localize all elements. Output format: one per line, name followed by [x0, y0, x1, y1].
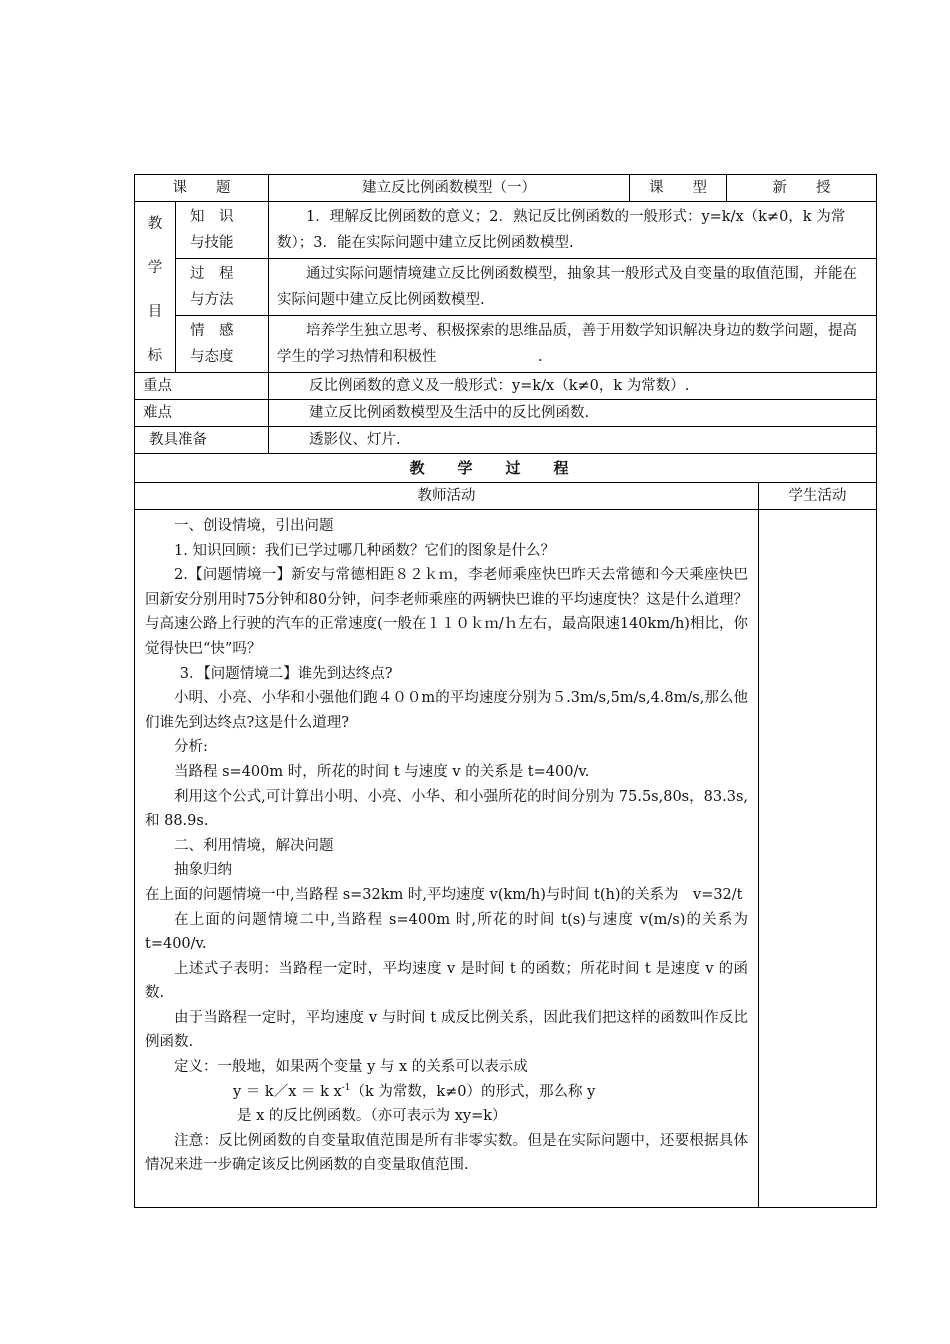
objective-text-process: 通过实际问题情境建立反比例函数模型，抽象其一般形式及自变量的取值范围，并能在实际问题中建立反比例函数模型.: [269, 259, 877, 316]
teacher-activity-header: 教师活动: [135, 483, 759, 510]
paragraph: 由于当路程一定时，平均速度 v 与时间 t 成反比例关系，因此我们把这样的函数叫作反比例函数.: [145, 1009, 748, 1051]
section-heading-1: 一、创设情境，引出问题: [174, 518, 334, 534]
section-heading-2: 二、利用情境，解决问题: [174, 837, 334, 854]
objective-row-knowledge: [135, 202, 877, 259]
paragraph: 利用这个公式,可计算出小明、小亮、小华、和小强所花的时间分别为 75.5s,80s，83.3s,和 88.9s.: [145, 788, 748, 830]
lesson-plan: [134, 174, 876, 1208]
type-label: 课 型: [630, 175, 727, 202]
key-points-row: [135, 373, 877, 400]
formula-line: y ＝ k／x ＝ k $x^{-1}(k$ 为常数，k≠0）的形式，那么称 y: [233, 1082, 596, 1100]
definition: 定义：一般地，如果两个变量 y 与 x 的关系可以表示成: [174, 1059, 528, 1076]
key-points-value: 反比例函数的意义及一般形式：y=k/x（k≠0，k 为常数）.: [269, 373, 877, 400]
topic-value: 建立反比例函数模型（一）: [269, 175, 630, 202]
paragraph: 在上面的问题情境一中,当路程 s=32km 时,平均速度 v(km/h)与时间 t(h)的关系为 v=32/t: [145, 886, 743, 903]
tools-value: 透影仪、灯片.: [269, 427, 877, 454]
difficulty-value: 建立反比例函数模型及生活中的反比例函数.: [269, 400, 877, 427]
teacher-activity-content: [135, 510, 759, 1208]
lesson-table: [134, 174, 877, 1208]
paragraph: 分析:: [174, 739, 208, 756]
difficulty-row: [135, 400, 877, 427]
student-activity-header: 学生活动: [759, 483, 877, 510]
formula-line: 是 x 的反比例函数。（亦可表示为 xy=k）: [237, 1108, 507, 1125]
process-title: 教学过程: [135, 454, 877, 483]
difficulty-label: 难点: [135, 400, 269, 427]
sub-label-knowledge: 知 识 与技能: [176, 202, 269, 259]
student-activity-content: [759, 510, 877, 1208]
header-row: [135, 175, 877, 202]
key-points-label: 重点: [135, 373, 269, 400]
paragraph: 抽象归纳: [174, 862, 232, 879]
paragraph: 上述式子表明：当路程一定时，平均速度 v 是时间 t 的函数；所花时间 t 是速度 v 的函数.: [145, 960, 748, 1002]
paragraph: 当路程 s=400m 时，所花的时间 t 与速度 v 的关系是 t=400/v.: [174, 763, 590, 780]
paragraph: 3．【问题情境二】谁先到达终点?: [179, 665, 393, 682]
paragraph: 2.【问题情境一】新安与常德相距８２ｋｍ，李老师乘座快巴昨天去常德和今天乘座快巴回新安分别用时75分钟和80分钟，问李老师乘座的两辆快巴谁的平均速度快？这是什么道理？与高速公路上行驶的汽车的正常速度(一般在１１０ｋｍ/ｈ左右，最高限速140km/h)相比，你觉得快巴“快”吗？: [145, 567, 748, 657]
paragraph: 小明、小亮、小华和小强他们跑４００m的平均速度分别为５.3m/s,5m/s,4.8m/s,那么他们谁先到达终点?这是什么道理?: [145, 690, 748, 731]
tools-label: 教具准备: [135, 427, 269, 454]
topic-label: 课 题: [135, 175, 269, 202]
objective-row-attitude: [135, 316, 877, 373]
objectives-label: 教 学 目 标: [135, 202, 176, 373]
tools-row: [135, 427, 877, 454]
type-value: 新 授: [727, 175, 877, 202]
process-title-row: [135, 454, 877, 483]
paragraph: 1. 知识回顾：我们已学过哪几种函数？它们的图象是什么？: [174, 542, 555, 559]
sub-label-attitude: 情 感 与态度: [176, 316, 269, 373]
note: 注意：反比例函数的自变量取值范围是所有非零实数。但是在实际问题中，还要根据具体情况来进一步确定该反比例函数的自变量取值范围.: [145, 1132, 748, 1174]
objective-text-knowledge: 1．理解反比例函数的意义；2．熟记反比例函数的一般形式：y=k/x（k≠0，k 为常数）；3．能在实际问题中建立反比例函数模型.: [269, 202, 877, 259]
paragraph: 在上面的问题情境二中,当路程 s=400m 时,所花的时间 t(s)与速度 v(m/s)的关系为 t=400/v.: [145, 911, 748, 953]
activity-header-row: [135, 483, 877, 510]
objective-row-process: [135, 259, 877, 316]
sub-label-process: 过 程 与方法: [176, 259, 269, 316]
objective-text-attitude: 培养学生独立思考、积极探索的思维品质，善于用数学知识解决身边的数学问题，提高学生的学习热情和积极性 .: [269, 316, 877, 373]
activity-body-row: [135, 510, 877, 1208]
